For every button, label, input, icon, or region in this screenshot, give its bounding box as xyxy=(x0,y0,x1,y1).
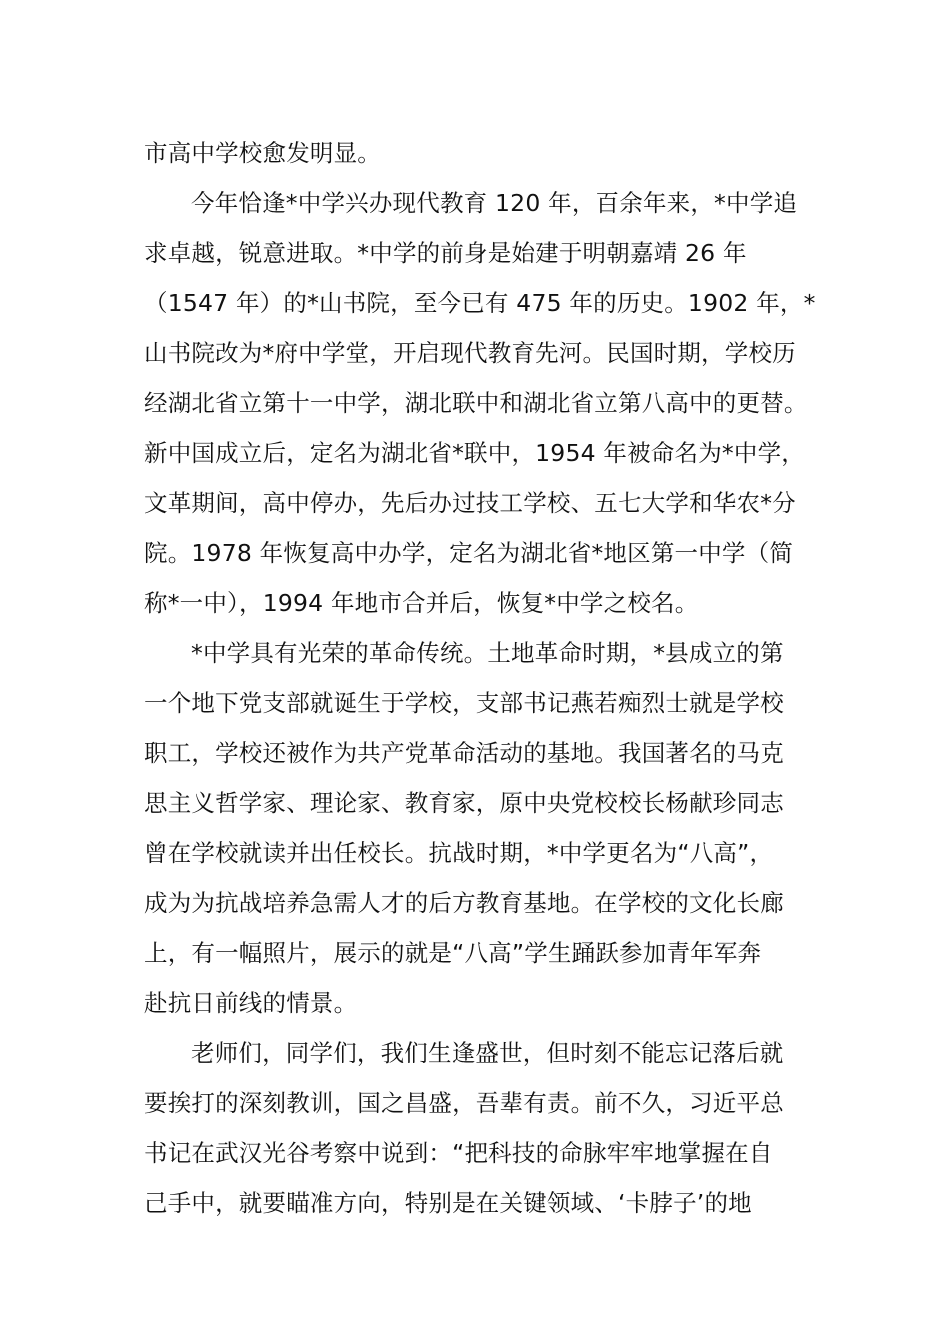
text-line: 市高中学校愈发明显。 xyxy=(144,139,381,167)
text-line: 经湖北省立第十一中学，湖北联中和湖北省立第八高中的更替。 xyxy=(144,389,808,417)
paragraph-first-line: *中学具有光荣的革命传统。土地革命时期，*县成立的第 xyxy=(191,639,784,667)
text-line: 院。1978 年恢复高中办学，定名为湖北省*地区第一中学（简 xyxy=(144,539,794,567)
text-line: 上，有一幅照片，展示的就是“八高”学生踊跃参加青年军奔 xyxy=(144,939,762,967)
text-line: 成为为抗战培养急需人才的后方教育基地。在学校的文化长廊 xyxy=(144,889,784,917)
text-line: 山书院改为*府中学堂，开启现代教育先河。民国时期，学校历 xyxy=(144,339,796,367)
text-line: 要挨打的深刻教训，国之昌盛，吾辈有责。前不久，习近平总 xyxy=(144,1089,784,1117)
text-line: 文革期间，高中停办，先后办过技工学校、五七大学和华农*分 xyxy=(144,489,796,517)
paragraph-first-line: 今年恰逢*中学兴办现代教育 120 年，百余年来，*中学追 xyxy=(191,189,798,217)
text-line: 思主义哲学家、理论家、教育家，原中央党校校长杨献珍同志 xyxy=(144,789,784,817)
text-line: 曾在学校就读并出任校长。抗战时期，*中学更名为“八高”， xyxy=(144,839,774,867)
text-line: （1547 年）的*山书院，至今已有 475 年的历史。1902 年，* xyxy=(144,289,816,317)
text-line: 一个地下党支部就诞生于学校，支部书记燕若痴烈士就是学校 xyxy=(144,689,784,717)
text-line: 称*一中），1994 年地市合并后，恢复*中学之校名。 xyxy=(144,589,699,617)
text-line: 己手中，就要瞄准方向，特别是在关键领域、‘卡脖子’的地 xyxy=(144,1189,752,1217)
text-line: 职工，学校还被作为共产党革命活动的基地。我国著名的马克 xyxy=(144,739,784,767)
paragraph-first-line: 老师们，同学们，我们生逢盛世，但时刻不能忘记落后就 xyxy=(191,1039,784,1067)
text-line: 书记在武汉光谷考察中说到：“把科技的命脉牢牢地掌握在自 xyxy=(144,1139,773,1167)
text-line: 新中国成立后，定名为湖北省*联中，1954 年被命名为*中学， xyxy=(144,439,805,467)
text-line: 求卓越，锐意进取。*中学的前身是始建于明朝嘉靖 26 年 xyxy=(144,239,747,267)
text-line: 赴抗日前线的情景。 xyxy=(144,989,358,1017)
body-text xyxy=(144,128,824,1228)
